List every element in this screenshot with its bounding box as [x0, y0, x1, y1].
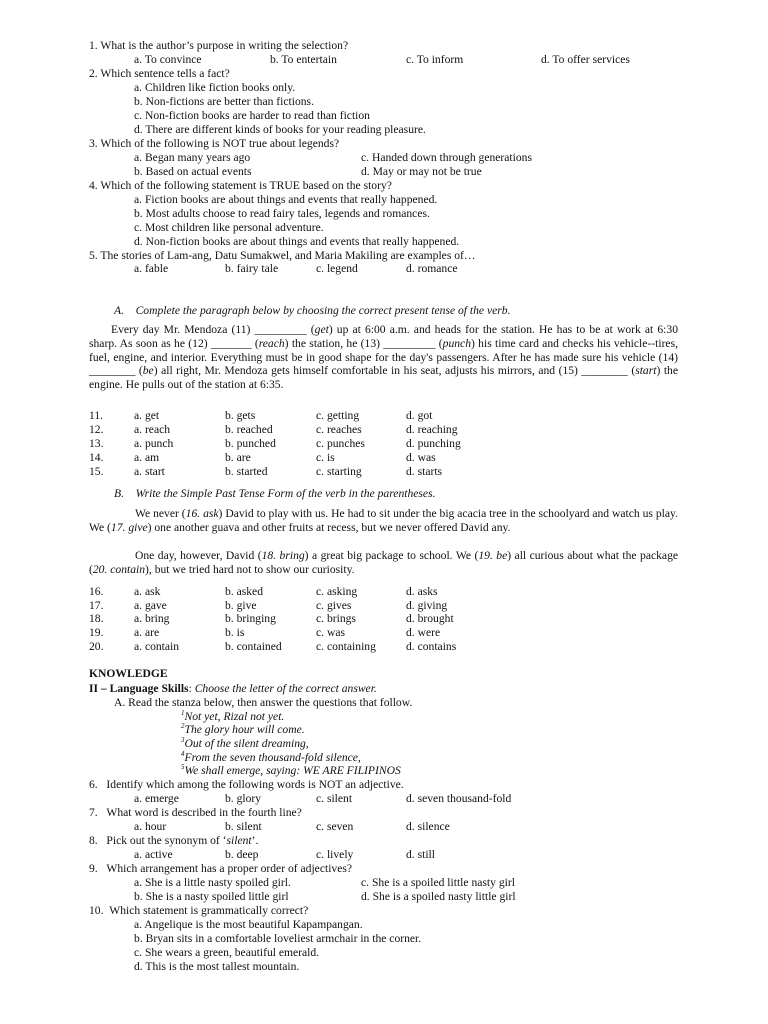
part-2-heading: II – Language Skills: Choose the letter of the correct answer. — [89, 682, 377, 695]
q6-choice-b: b. glory — [225, 792, 262, 805]
item-15-a: a. start — [134, 465, 165, 478]
item-15-c: c. starting — [316, 465, 362, 478]
item-13-a: a. punch — [134, 437, 174, 450]
item-13-b: b. punched — [225, 437, 276, 450]
q4-choice-a: a. Fiction books are about things and events that really happened. — [134, 193, 438, 206]
q5-choice-c: c. legend — [316, 262, 358, 275]
item-17-b: b. give — [225, 599, 257, 612]
item-11-num: 11. — [89, 409, 104, 422]
q9-choice-b: b. She is a nasty spoiled little girl — [134, 890, 289, 903]
q8-choice-d: d. still — [406, 848, 435, 861]
item-15-num: 15. — [89, 465, 104, 478]
item-11-c: c. getting — [316, 409, 360, 422]
q5-choice-a: a. fable — [134, 262, 169, 275]
item-14-d: d. was — [406, 451, 436, 464]
item-20-b: b. contained — [225, 640, 282, 653]
question-4: 4. Which of the following statement is TRUE based on the story? — [89, 179, 392, 192]
item-14-c: c. is — [316, 451, 335, 464]
section-b-heading: B. Write the Simple Past Tense Form of the verb in the parentheses. — [114, 487, 436, 500]
item-17-a: a. gave — [134, 599, 167, 612]
item-16-b: b. asked — [225, 585, 263, 598]
item-18-c: c. brings — [316, 612, 356, 625]
item-14-a: a. am — [134, 451, 160, 464]
q1-choice-d: d. To offer services — [541, 53, 630, 66]
item-19-a: a. are — [134, 626, 160, 639]
q8-choice-a: a. active — [134, 848, 173, 861]
q7-choice-d: d. silence — [406, 820, 450, 833]
question-6: 6. Identify which among the following words is NOT an adjective. — [89, 778, 404, 791]
item-13-c: c. punches — [316, 437, 365, 450]
q10-choice-c: c. She wears a green, beautiful emerald. — [134, 946, 320, 959]
question-1: 1. What is the author’s purpose in writing the selection? — [89, 39, 349, 52]
q9-choice-a: a. She is a little nasty spoiled girl. — [134, 876, 291, 889]
q10-choice-a: a. Angelique is the most beautiful Kapampangan. — [134, 918, 363, 931]
item-16-d: d. asks — [406, 585, 438, 598]
q2-choice-d: d. There are different kinds of books for your reading pleasure. — [134, 123, 426, 136]
item-12-num: 12. — [89, 423, 104, 436]
item-14-b: b. are — [225, 451, 251, 464]
stanza-line-3: $^3$Out of the silent dreaming, — [181, 736, 309, 750]
q6-choice-c: c. silent — [316, 792, 353, 805]
q2-choice-b: b. Non-fictions are better than fictions. — [134, 95, 314, 108]
item-19-b: b. is — [225, 626, 245, 639]
question-7: 7. What word is described in the fourth line? — [89, 806, 302, 819]
item-17-c: c. gives — [316, 599, 352, 612]
q3-choice-a: a. Began many years ago — [134, 151, 251, 164]
item-20-c: c. containing — [316, 640, 376, 653]
item-18-num: 18. — [89, 612, 104, 625]
q5-choice-b: b. fairy tale — [225, 262, 279, 275]
q5-choice-d: d. romance — [406, 262, 458, 275]
question-5: 5. The stories of Lam-ang, Datu Sumakwel, and Maria Makiling are examples of… — [89, 249, 476, 262]
item-12-d: d. reaching — [406, 423, 458, 436]
q6-choice-d: d. seven thousand-fold — [406, 792, 512, 805]
q7-choice-b: b. silent — [225, 820, 262, 833]
item-18-a: a. bring — [134, 612, 170, 625]
item-20-d: d. contains — [406, 640, 457, 653]
item-15-b: b. started — [225, 465, 268, 478]
item-20-a: a. contain — [134, 640, 180, 653]
knowledge-heading: KNOWLEDGE — [89, 667, 168, 680]
stanza-intro: A. Read the stanza below, then answer the questions that follow. — [114, 696, 413, 709]
q1-choice-b: b. To entertain — [270, 53, 337, 66]
section-b-paragraph-1: We never (16. ask) David to play with us. He had to sit under the big acacia tree in the schoolyard and watch us play. We (17. give) one another guava and other fruits at recess, but we never offered David any. — [89, 507, 678, 534]
item-11-a: a. get — [134, 409, 160, 422]
q9-choice-d: d. She is a spoiled nasty little girl — [361, 890, 516, 903]
item-15-d: d. starts — [406, 465, 443, 478]
q6-choice-a: a. emerge — [134, 792, 179, 805]
q1-choice-c: c. To inform — [406, 53, 464, 66]
item-18-d: d. brought — [406, 612, 454, 625]
item-19-c: c. was — [316, 626, 345, 639]
q3-choice-b: b. Based on actual events — [134, 165, 252, 178]
item-18-b: b. bringing — [225, 612, 276, 625]
q4-choice-b: b. Most adults choose to read fairy tales, legends and romances. — [134, 207, 430, 220]
section-a-paragraph: Every day Mr. Mendoza (11) _________ (get) up at 6:00 a.m. and heads for the station. He has to be at work at 6:30 sharp. As soon as he (12) _______ (reach) the station, he (13) _________ (punch) his time card and checks his vehicle--tires, fuel, engine, and interior. Everything must be in good shape for the day's passengers. After he has made sure his vehicle (14) ________ (be) all right, Mr. Mendoza gets himself comfortable in his seat, adjusts his mirrors, and (15) ________ (start) the engine. He pulls out of the station at 6:35. — [89, 323, 678, 392]
q3-choice-d: d. May or may not be true — [361, 165, 482, 178]
q9-choice-c: c. She is a spoiled little nasty girl — [361, 876, 515, 889]
q8-choice-b: b. deep — [225, 848, 259, 861]
q3-choice-c: c. Handed down through generations — [361, 151, 532, 164]
item-12-c: c. reaches — [316, 423, 362, 436]
item-12-b: b. reached — [225, 423, 273, 436]
item-16-num: 16. — [89, 585, 104, 598]
section-b-paragraph-2: One day, however, David (18. bring) a great big package to school. We (19. be) all curious about what the package (20. contain), but we tried hard not to show our curiosity. — [89, 549, 679, 576]
stanza-line-5: $^5$We shall emerge, saying: WE ARE FILIPINOS — [181, 763, 401, 777]
item-12-a: a. reach — [134, 423, 171, 436]
item-11-d: d. got — [406, 409, 433, 422]
stanza-line-2: $^2$The glory hour will come. — [181, 722, 305, 736]
item-16-a: a. ask — [134, 585, 161, 598]
question-8: 8. Pick out the synonym of ‘silent’. — [89, 834, 259, 847]
q4-choice-d: d. Non-fiction books are about things and events that really happened. — [134, 235, 460, 248]
question-2: 2. Which sentence tells a fact? — [89, 67, 230, 80]
item-14-num: 14. — [89, 451, 104, 464]
item-11-b: b. gets — [225, 409, 256, 422]
q2-choice-c: c. Non-fiction books are harder to read than fiction — [134, 109, 370, 122]
item-19-d: d. were — [406, 626, 441, 639]
item-13-num: 13. — [89, 437, 104, 450]
item-20-num: 20. — [89, 640, 104, 653]
q1-choice-a: a. To convince — [134, 53, 202, 66]
item-16-c: c. asking — [316, 585, 358, 598]
question-9: 9. Which arrangement has a proper order of adjectives? — [89, 862, 353, 875]
question-10: 10. Which statement is grammatically correct? — [89, 904, 309, 917]
q10-choice-b: b. Bryan sits in a comfortable loveliest armchair in the corner. — [134, 932, 422, 945]
item-19-num: 19. — [89, 626, 104, 639]
stanza-line-1: $^1$Not yet, Rizal not yet. — [181, 709, 285, 723]
item-17-num: 17. — [89, 599, 104, 612]
q8-choice-c: c. lively — [316, 848, 354, 861]
q7-choice-c: c. seven — [316, 820, 354, 833]
q2-choice-a: a. Children like fiction books only. — [134, 81, 296, 94]
item-17-d: d. giving — [406, 599, 448, 612]
q4-choice-c: c. Most children like personal adventure. — [134, 221, 324, 234]
section-a-heading: A. Complete the paragraph below by choosing the correct present tense of the verb. — [114, 304, 511, 317]
item-13-d: d. punching — [406, 437, 461, 450]
q10-choice-d: d. This is the most tallest mountain. — [134, 960, 300, 973]
q7-choice-a: a. hour — [134, 820, 167, 833]
question-3: 3. Which of the following is NOT true about legends? — [89, 137, 340, 150]
stanza-line-4: $^4$From the seven thousand-fold silence, — [181, 750, 361, 764]
